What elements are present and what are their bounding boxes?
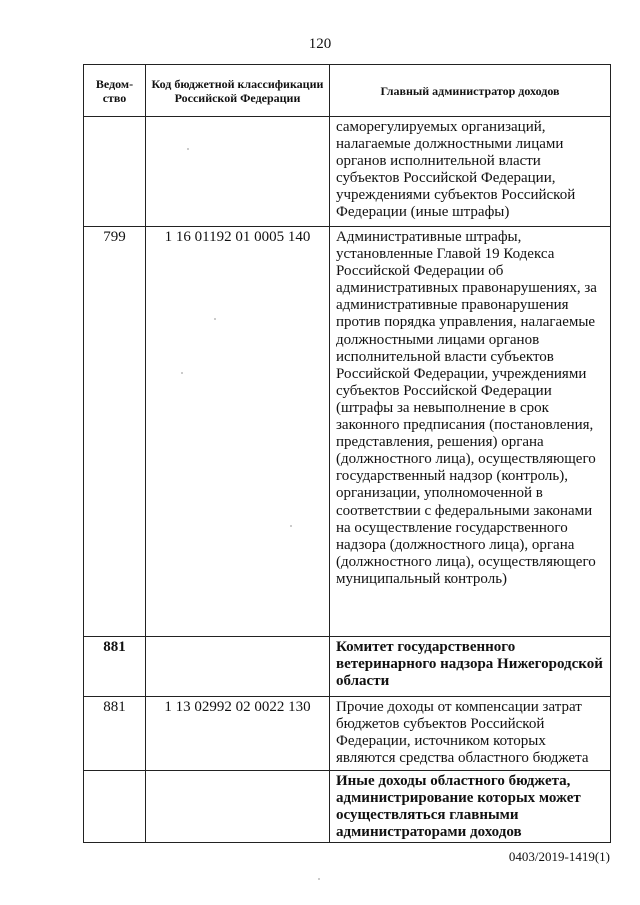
- admin-cell: саморегулируемых организаций, налагаемые должностными лицами органов исполнительной власти субъектов Российской Федерации, учреждениями субъектов Российской Федерации (иные штрафы): [330, 117, 611, 227]
- admin-cell: Прочие доходы от компенсации затрат бюджетов субъектов Российской Федерации, источником которых являются средства областного бюджета: [330, 697, 611, 771]
- scan-speck: [318, 878, 320, 880]
- scan-speck: [187, 148, 189, 150]
- admin-cell: Административные штрафы, установленные Главой 19 Кодекса Российской Федерации об административных правонарушениях, за административные правонарушения против порядка управления, налагаемые должностными лицами органов исполнительной власти субъектов Российской Федерации, учреждениями субъектов Российской Федерации (штрафы за невыполнение в срок законного предписания (постановления, представления, решения) органа (должностного лица), осуществляющего государственный надзор (контроль), организации, уполномоченной в соответствии с федеральными законами на осуществление государственного надзора (должностного лица), органа (должностного лица), осуществляющего муниципальный контроль): [330, 227, 611, 637]
- code-cell: [146, 117, 330, 227]
- dept-cell: 881: [84, 637, 146, 697]
- admin-cell: Иные доходы областного бюджета, администрирование которых может осуществляться главными администраторами доходов: [330, 771, 611, 843]
- document-number: 0403/2019-1419(1): [508, 849, 610, 864]
- table-row: [84, 697, 611, 771]
- admin-cell: Комитет государственного ветеринарного надзора Нижегородской области: [330, 637, 611, 697]
- table-row-section-heading: [84, 771, 611, 843]
- table-header-row: [84, 65, 611, 117]
- dept-cell: [84, 117, 146, 227]
- table-row: [84, 227, 611, 637]
- code-cell: [146, 771, 330, 843]
- code-cell: 1 16 01192 01 0005 140: [146, 227, 330, 637]
- header-dept: Ведом-ство: [84, 65, 146, 117]
- budget-classification-table: [83, 64, 611, 843]
- scan-speck: [214, 318, 216, 320]
- dept-cell: 881: [84, 697, 146, 771]
- code-cell: [146, 637, 330, 697]
- header-admin: Главный администратор доходов: [330, 65, 611, 117]
- page-number: 120: [308, 36, 332, 52]
- scan-speck: [181, 372, 183, 374]
- header-code: Код бюджетной классификации Российской Федерации: [146, 65, 330, 117]
- dept-cell: 799: [84, 227, 146, 637]
- code-cell: 1 13 02992 02 0022 130: [146, 697, 330, 771]
- table-row-admin-heading: [84, 637, 611, 697]
- table-row: [84, 117, 611, 227]
- scan-speck: [290, 525, 292, 527]
- dept-cell: [84, 771, 146, 843]
